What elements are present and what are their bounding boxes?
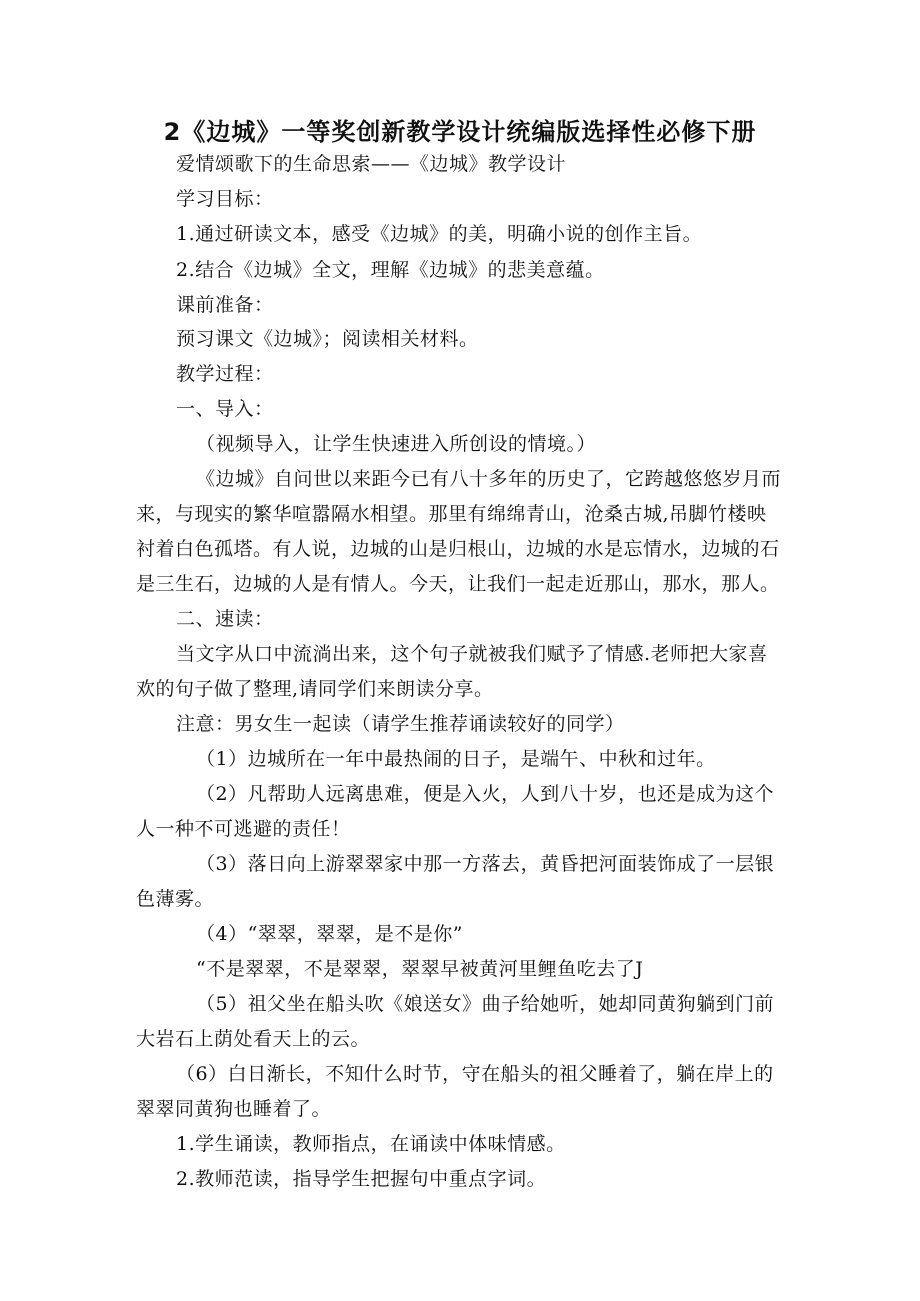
document-title: 2《边城》一等奖创新教学设计统编版选择性必修下册 <box>163 118 757 146</box>
paragraph-line: 2.结合《边城》全文，理解《边城》的悲美意蕴。 <box>176 259 605 281</box>
list-item: （2）凡帮助人远离患难，便是入火，人到八十岁，也还是成为这个 <box>196 783 775 805</box>
list-item-continuation: 人一种不可逃避的责任！ <box>136 818 351 840</box>
paragraph-line: 1.学生诵读，教师指点，在诵读中体味情感。 <box>176 1133 566 1155</box>
section-heading: 学习目标： <box>176 188 274 210</box>
list-item-continuation: 色薄雾。 <box>136 888 215 910</box>
list-item: （5）祖父坐在船头吹《娘送女》曲子给她听，她却同黄狗躺到门前 <box>196 993 775 1015</box>
paragraph-line: 1.通过研读文本，感受《边城》的美，明确小说的创作主旨。 <box>176 223 703 245</box>
list-item: （6）白日渐长，不知什么时节，守在船头的祖父睡着了，躺在岸上的 <box>176 1063 774 1085</box>
paragraph-line: 是三生石，边城的人是有情人。今天，让我们一起走近那山，那水，那人。 <box>136 573 780 595</box>
paragraph-line: 《边城》自问世以来距今已有八十多年的历史了，它跨越悠悠岁月而 <box>196 468 782 490</box>
paragraph-line: 来，与现实的繁华喧嚣隔水相望。那里有绵绵青山，沧桑古城,吊脚竹楼映 <box>136 503 767 525</box>
section-heading: 课前准备： <box>176 294 274 316</box>
list-item-continuation: “不是翠翠，不是翠翠，翠翠早被黄河里鲤鱼吃去了J <box>196 958 644 980</box>
list-item-continuation: 翠翠同黄狗也睡着了。 <box>136 1098 332 1120</box>
paragraph-line: 2.教师范读，指导学生把握句中重点字词。 <box>176 1168 547 1190</box>
paragraph-line: 衬着白色孤塔。有人说，边城的山是归根山，边城的水是忘情水，边城的石 <box>136 538 780 560</box>
list-item: （1）边城所在一年中最热闹的日子，是端午、中秋和过年。 <box>196 748 716 770</box>
section-heading: 教学过程： <box>176 363 274 385</box>
paragraph-line: （视频导入，让学生快速进入所创设的情境。） <box>196 433 597 455</box>
section-heading: 一、导入： <box>176 398 274 420</box>
list-item-continuation: 大岩石上荫处看天上的云。 <box>136 1028 371 1050</box>
paragraph-line: 注意：男女生一起读（请学生推荐诵读较好的同学） <box>176 713 625 735</box>
list-item: （4）“翠翠，翠翠，是不是你” <box>196 923 464 945</box>
paragraph-line: 当文字从口中流淌出来，这个句子就被我们赋予了情感.老师把大家喜 <box>176 643 768 665</box>
paragraph-line: 预习课文《边城》；阅读相关材料。 <box>176 328 479 350</box>
list-item: （3）落日向上游翠翠家中那一方落去，黄昏把河面装饰成了一层银 <box>196 853 775 875</box>
section-heading: 二、速读： <box>176 608 274 630</box>
paragraph-line: 欢的句子做了整理,请同学们来朗读分享。 <box>136 678 494 700</box>
subtitle-line: 爱情颂歌下的生命思索——《边城》教学设计 <box>176 153 567 175</box>
